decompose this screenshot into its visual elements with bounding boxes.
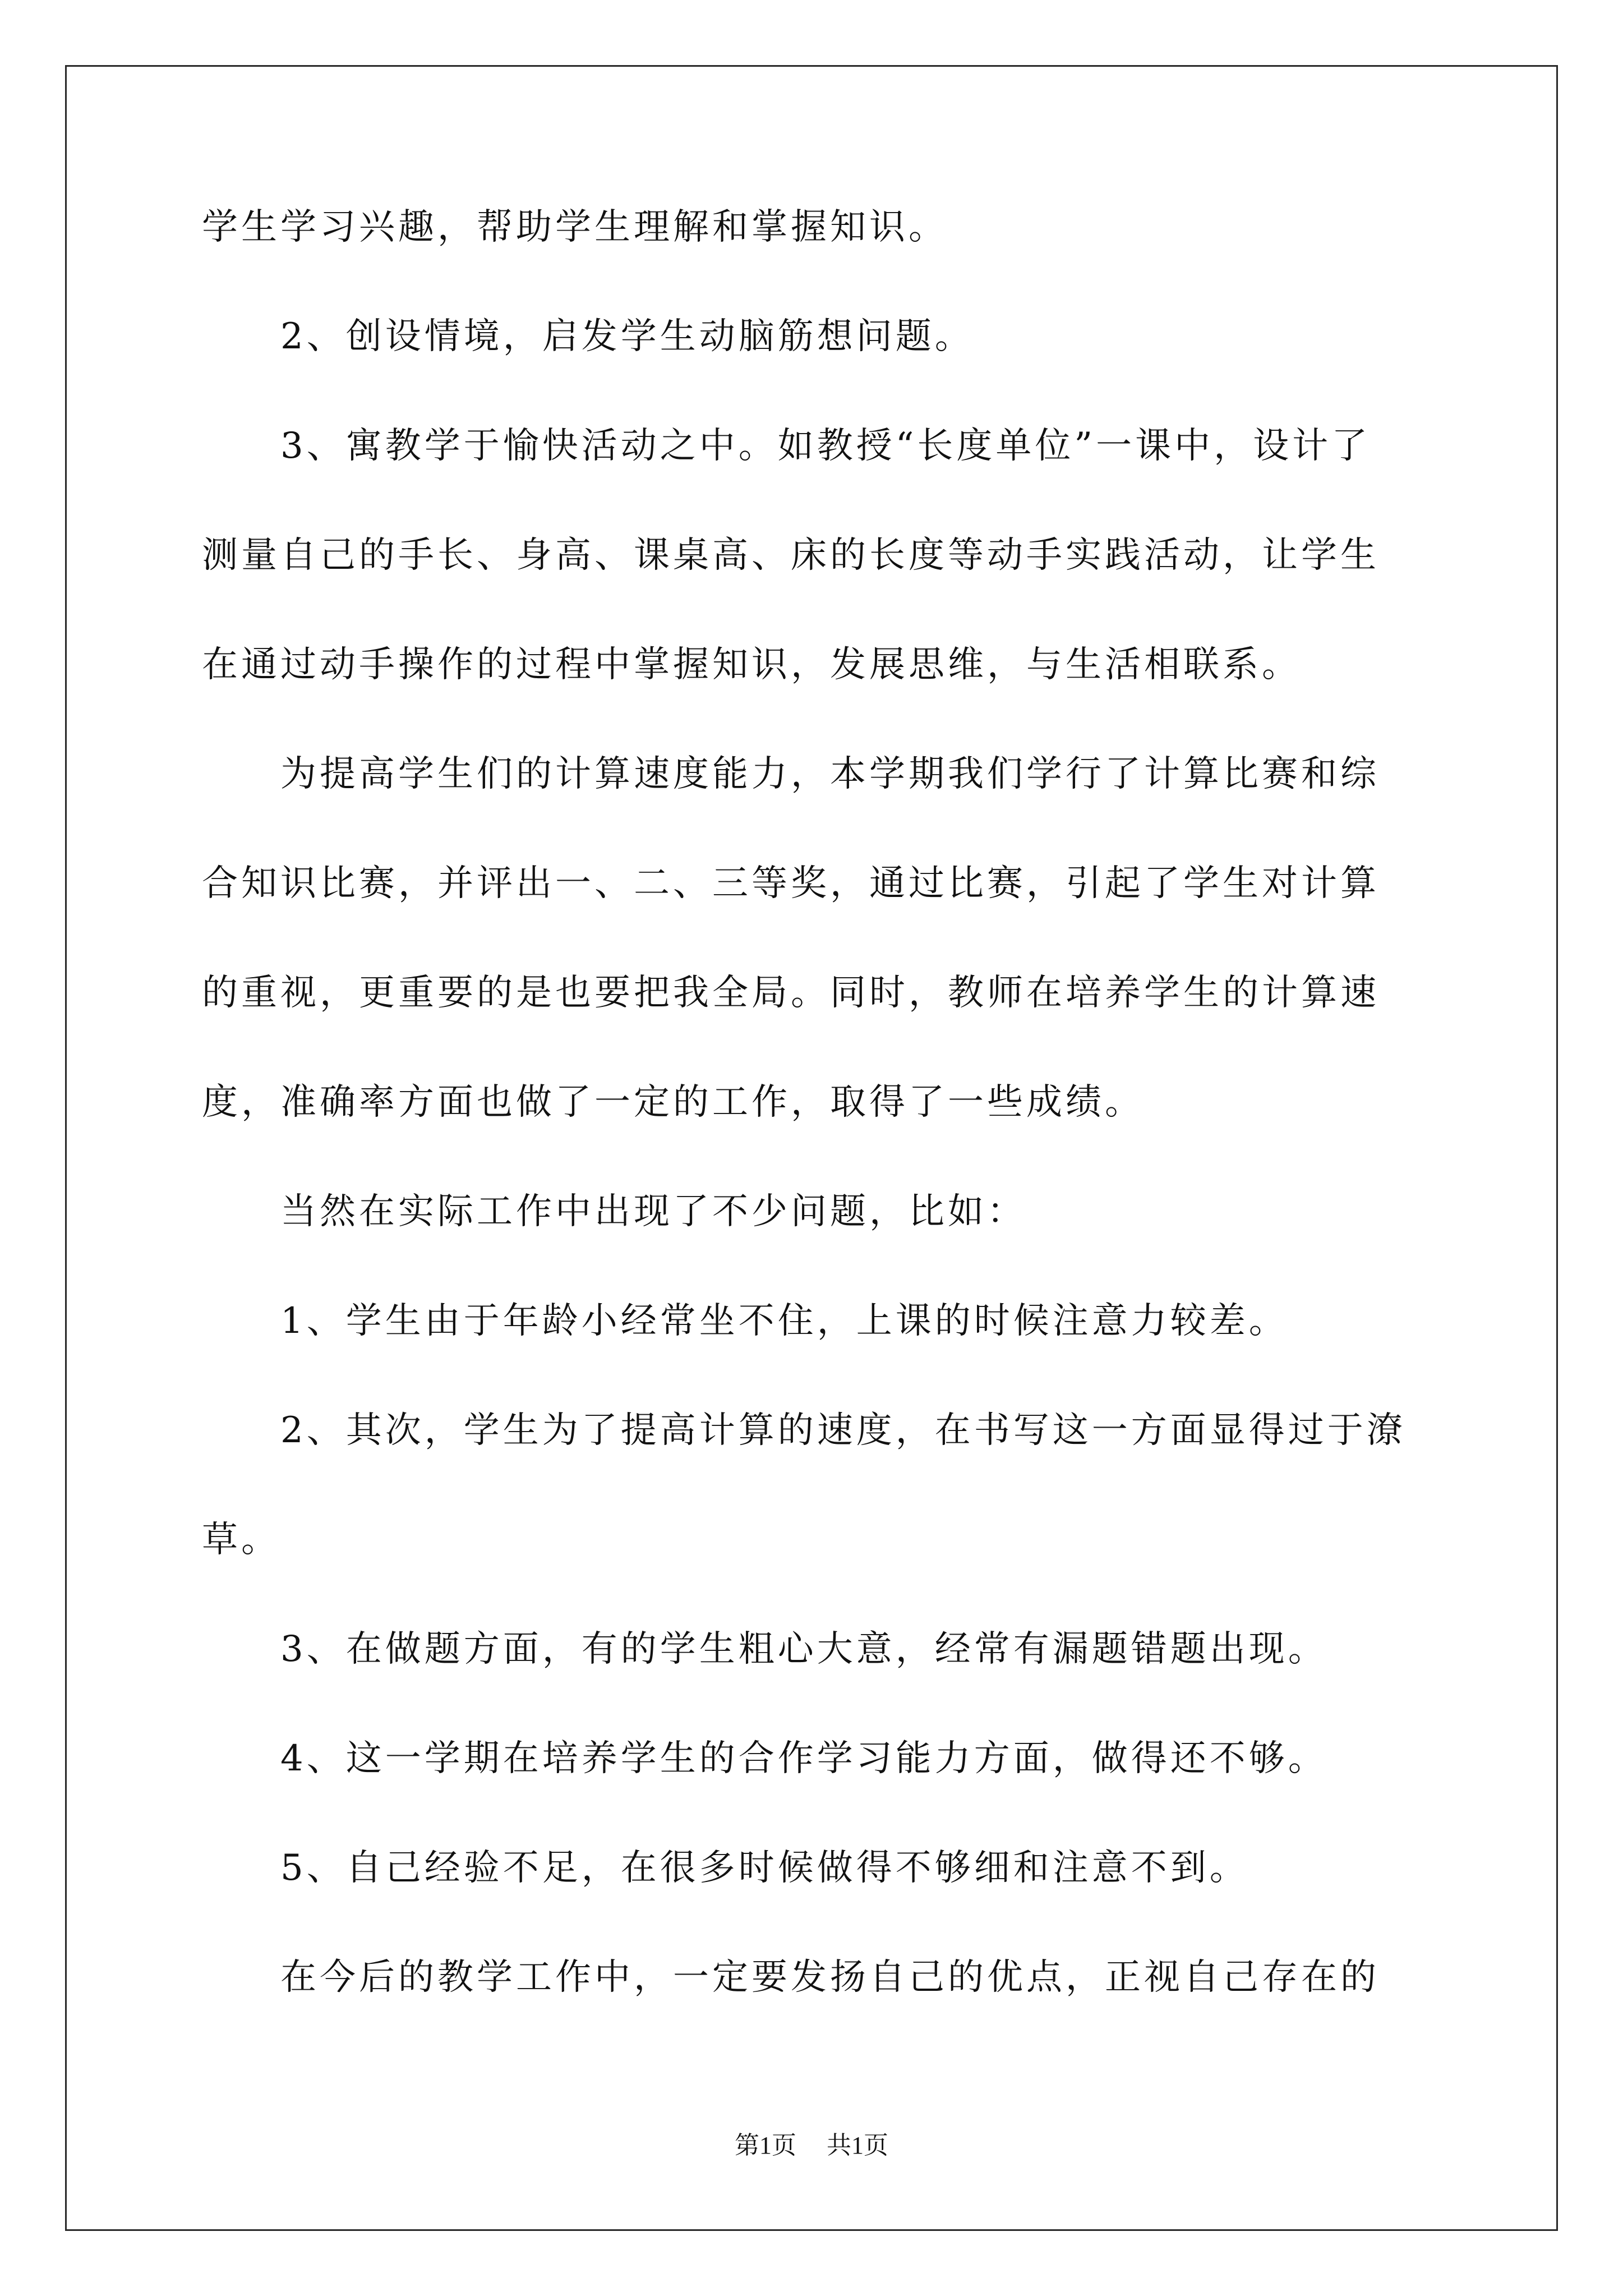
text-line: 4、这一学期在培养学生的合作学习能力方面，做得还不够。	[280, 1738, 1327, 1779]
text-line: 为提高学生们的计算速度能力，本学期我们学行了计算比赛和综	[280, 753, 1380, 795]
page-total: 共1页	[827, 2132, 888, 2159]
text-line: 草。	[202, 1519, 280, 1561]
text-line: 度，准确率方面也做了一定的工作，取得了一些成绩。	[202, 1082, 1144, 1123]
text-line: 测量自己的手长、身高、课桌高、床的长度等动手实践活动，让学生	[202, 535, 1380, 576]
text-line: 1、学生由于年龄小经常坐不住，上课的时候注意力较差。	[280, 1300, 1288, 1342]
text-line: 的重视，更重要的是也要把我全局。同时，教师在培养学生的计算速	[202, 972, 1380, 1014]
text-line: 3、在做题方面，有的学生粗心大意，经常有漏题错题出现。	[280, 1628, 1327, 1670]
text-line: 3、寓教学于愉快活动之中。如教授“长度单位”一课中，设计了	[280, 425, 1371, 467]
text-line: 当然在实际工作中出现了不少问题，比如：	[280, 1191, 1026, 1232]
text-line: 在今后的教学工作中，一定要发扬自己的优点，正视自己存在的	[280, 1957, 1380, 1998]
text-line: 在通过动手操作的过程中掌握知识，发展思维，与生活相联系。	[202, 644, 1301, 685]
text-line: 2、其次，学生为了提高计算的速度，在书写这一方面显得过于潦	[280, 1410, 1406, 1451]
text-line: 学生学习兴趣，帮助学生理解和掌握知识。	[202, 206, 948, 248]
text-line: 2、创设情境，启发学生动脑筋想问题。	[280, 316, 974, 357]
text-line: 合知识比赛，并评出一、二、三等奖，通过比赛，引起了学生对计算	[202, 863, 1380, 904]
text-line: 5、自己经验不足，在很多时候做得不够细和注意不到。	[280, 1847, 1249, 1889]
page-frame	[65, 65, 1558, 2231]
page-number: 第1页	[735, 2132, 796, 2159]
page-footer	[0, 2129, 1623, 2162]
